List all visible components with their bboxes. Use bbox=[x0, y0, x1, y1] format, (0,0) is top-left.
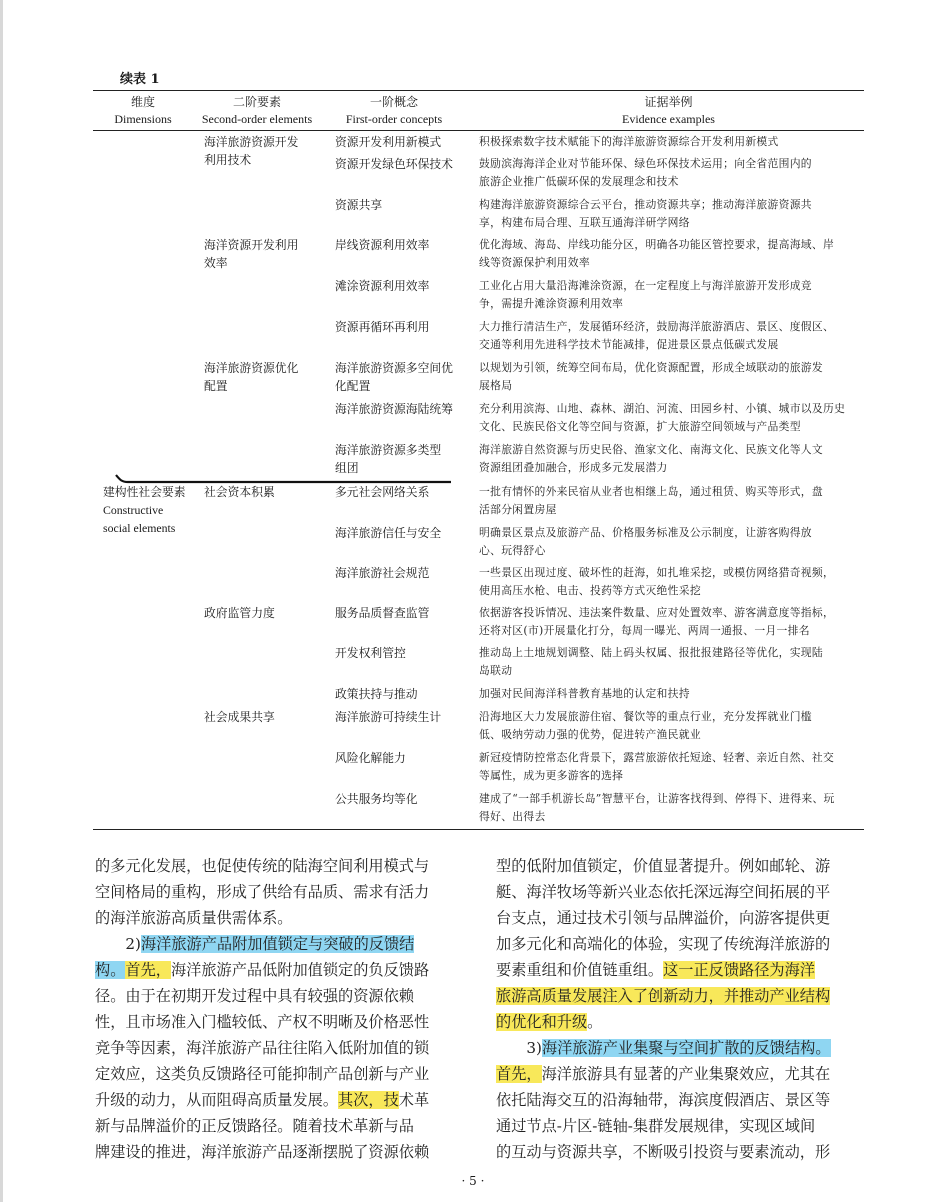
table-header-rule bbox=[93, 130, 864, 131]
header-dimensions: 维度 Dimensions bbox=[114, 95, 172, 126]
second-order-cell: 社会成果共享 bbox=[204, 710, 275, 724]
page-number: · 5 · bbox=[461, 1174, 485, 1188]
first-order-cell: 风险化解能力 bbox=[335, 751, 406, 765]
evidence-cell: 大力推行清洁生产，发展循环经济，鼓励海洋旅游酒店、景区、度假区、 交通等利用先进科学技术节能减排，促进景区景点低碳式发展 bbox=[479, 320, 835, 351]
first-order-cell: 政策扶持与推动 bbox=[335, 687, 418, 701]
body-text-line bbox=[95, 983, 469, 1009]
highlight-yellow: 旅游高质量发展注入了创新动力，并推动产业结构 bbox=[496, 987, 831, 1005]
first-order-cell: 海洋旅游资源多空间优 化配置 bbox=[335, 361, 453, 393]
evidence-cell: 新冠疫情防控常态化背景下，露营旅游依托短途、轻奢、亲近自然、社交 等属性，成为更多游客的选择 bbox=[479, 751, 835, 782]
body-text-line bbox=[496, 931, 870, 957]
text-run: 要素重组和价值链重组。 bbox=[496, 961, 664, 979]
body-text-line bbox=[95, 1035, 469, 1061]
first-order-cell: 公共服务均等化 bbox=[335, 792, 418, 806]
body-text-line bbox=[496, 983, 870, 1009]
header-first-order: 一阶概念 First-order concepts bbox=[345, 95, 443, 126]
body-text-line bbox=[496, 1087, 870, 1113]
body-column-right bbox=[496, 853, 870, 1165]
text-run: 竞争等因素，海洋旅游产品往往陷入低附加值的锁 bbox=[95, 1039, 430, 1057]
text-run: 海洋旅游具有显著的产业集聚效应，尤其在 bbox=[541, 1065, 831, 1083]
body-text-line bbox=[496, 853, 870, 879]
header-second-order: 二阶要素 Second-order elements bbox=[201, 95, 313, 126]
first-order-cell: 资源开发绿色环保技术 bbox=[335, 157, 453, 171]
table-bottom-rule bbox=[93, 829, 864, 830]
highlight-blue: 海洋旅游产品附加值锁定与突破的反馈结 bbox=[140, 935, 415, 953]
body-text-line bbox=[95, 1087, 469, 1113]
first-order-cell: 海洋旅游社会规范 bbox=[335, 566, 430, 580]
first-order-cell: 滩涂资源利用效率 bbox=[335, 279, 430, 293]
text-run: 的海洋旅游高质量供需体系。 bbox=[95, 909, 293, 927]
second-order-cell: 政府监管力度 bbox=[204, 606, 275, 620]
evidence-cell: 推动岛上土地规划调整、陆上码头权属、报批报建路径等优化，实现陆 岛联动 bbox=[479, 646, 823, 677]
first-order-cell: 服务品质督查监管 bbox=[335, 606, 430, 620]
first-order-cell: 资源开发利用新模式 bbox=[335, 135, 442, 149]
evidence-cell: 充分利用滨海、山地、森林、湖泊、河流、田园乡村、小镇、城市以及历史 文化、民族民俗文化等空间与资源，扩大旅游空间领域与产品类型 bbox=[479, 402, 846, 433]
highlight-yellow: 其次，技 bbox=[338, 1091, 399, 1109]
body-text-line bbox=[95, 1139, 469, 1165]
body-text-line bbox=[496, 905, 870, 931]
body-text-line bbox=[95, 1061, 469, 1087]
evidence-cell: 明确景区景点及旅游产品、价格服务标准及公示制度，让游客购得放 心、玩得舒心 bbox=[479, 526, 812, 557]
text-run: 术革 bbox=[398, 1091, 430, 1109]
text-run: 空间格局的重构，形成了供给有品质、需求有活力 bbox=[95, 883, 430, 901]
text-run: 台支点，通过技术引领与品牌溢价，向游客提供更 bbox=[496, 909, 831, 927]
text-run: 3) bbox=[496, 1039, 542, 1057]
body-column-left bbox=[95, 853, 469, 1165]
first-order-cell: 海洋旅游信任与安全 bbox=[335, 526, 442, 540]
highlight-yellow: 首先， bbox=[496, 1065, 542, 1083]
text-run: 海洋旅游产品低附加值锁定的负反馈路 bbox=[170, 961, 430, 979]
body-text-line bbox=[496, 879, 870, 905]
page-edge-shadow bbox=[0, 0, 3, 1202]
evidence-cell: 一批有情怀的外来民宿从业者也相继上岛，通过租赁、购买等形式，盘 活部分闲置房屋 bbox=[479, 485, 823, 516]
second-order-cell: 社会资本积累 bbox=[204, 485, 275, 499]
text-run: 2) bbox=[95, 935, 141, 953]
first-order-cell: 资源共享 bbox=[335, 198, 383, 212]
evidence-cell: 依据游客投诉情况、违法案件数量、应对处置效率、游客满意度等指标， 还将对区(市)开展量化打分，每周一曝光、两周一通报、一月一排名 bbox=[479, 606, 835, 637]
evidence-cell: 鼓励滨海海洋企业对节能环保、绿色环保技术运用；向全省范围内的 旅游企业推广低碳环保的发展理念和技术 bbox=[479, 157, 812, 188]
body-text-line bbox=[496, 1139, 870, 1165]
body-text-line bbox=[95, 957, 469, 983]
first-order-cell: 资源再循环再利用 bbox=[335, 320, 430, 334]
text-run: 通过节点-片区-链轴-集群发展规律，实现区域间 bbox=[496, 1117, 816, 1135]
text-run: 型的低附加值锁定，价值显著提升。例如邮轮、游 bbox=[496, 857, 831, 875]
body-text-line bbox=[95, 853, 469, 879]
second-order-cell: 海洋旅游资源优化 配置 bbox=[204, 361, 299, 393]
text-run: 新与品牌溢价的正反馈路径。随着技术革新与品 bbox=[95, 1117, 414, 1135]
evidence-cell: 一些景区出现过度、破坏性的赶海，如扎堆采挖，或模仿网络猎奇视频， 使用高压水枪、电击、投药等方式灭绝性采挖 bbox=[479, 566, 835, 597]
first-order-cell: 岸线资源利用效率 bbox=[335, 238, 430, 252]
body-text-line bbox=[95, 905, 469, 931]
first-order-cell: 海洋旅游资源海陆统筹 bbox=[335, 402, 453, 416]
body-text-line bbox=[95, 1113, 469, 1139]
text-run: 径。由于在初期开发过程中具有较强的资源依赖 bbox=[95, 987, 414, 1005]
text-run: 牌建设的推进，海洋旅游产品逐渐摆脱了资源依赖 bbox=[95, 1143, 430, 1161]
evidence-cell: 加强对民间海洋科普教育基地的认定和扶持 bbox=[479, 687, 690, 700]
evidence-cell: 积极探索数字技术赋能下的海洋旅游资源综合开发利用新模式 bbox=[479, 135, 779, 148]
evidence-cell: 沿海地区大力发展旅游住宿、餐饮等的重点行业，充分发挥就业门槛 低、吸纳劳动力强的优势，促进转产渔民就业 bbox=[479, 710, 812, 741]
first-order-cell: 海洋旅游资源多类型 组团 bbox=[335, 443, 442, 475]
body-text-line bbox=[95, 931, 469, 957]
text-run: 的多元化发展，也促使传统的陆海空间利用模式与 bbox=[95, 857, 430, 875]
highlight-yellow: 这一正反馈路径为海洋 bbox=[663, 961, 815, 979]
second-order-cell: 海洋资源开发利用 效率 bbox=[204, 238, 299, 270]
text-run: 升级的动力，从而阻碍高质量发展。 bbox=[95, 1091, 338, 1109]
text-run: 定效应，这类负反馈路径可能抑制产品创新与产业 bbox=[95, 1065, 430, 1083]
body-text-line bbox=[95, 879, 469, 905]
body-text-line bbox=[496, 1061, 870, 1087]
table-caption: 续表 1 bbox=[120, 72, 160, 87]
evidence-cell: 海洋旅游自然资源与历史民俗、渔家文化、南海文化、民族文化等人文 资源组团叠加融合，形成多元发展潜力 bbox=[479, 443, 823, 474]
highlight-blue: 构。 bbox=[95, 961, 126, 979]
evidence-cell: 优化海域、海岛、岸线功能分区，明确各功能区管控要求，提高海域、岸 线等资源保护利用效率 bbox=[479, 238, 835, 269]
body-text-line bbox=[496, 957, 870, 983]
first-order-cell: 开发权利管控 bbox=[335, 646, 406, 660]
body-text-line bbox=[496, 1035, 870, 1061]
highlight-yellow: 的优化和升级 bbox=[496, 1013, 588, 1031]
evidence-cell: 建成了“一部手机游长岛”智慧平台，让游客找得到、停得下、进得来、玩 得好、出得去 bbox=[479, 792, 835, 823]
body-text-line bbox=[95, 1009, 469, 1035]
highlight-yellow: 首先， bbox=[125, 961, 171, 979]
body-text-line bbox=[496, 1009, 870, 1035]
text-run: 的互动与资源共享，不断吸引投资与要素流动，形 bbox=[496, 1143, 831, 1161]
text-run: 艇、海洋牧场等新兴业态依托深远海空间拓展的平 bbox=[496, 883, 831, 901]
text-run: 性，且市场准入门槛较低、产权不明晰及价格恶性 bbox=[95, 1013, 430, 1031]
second-order-cell: 海洋旅游资源开发 利用技术 bbox=[204, 135, 299, 167]
text-run: 加多元化和高端化的体验，实现了传统海洋旅游的 bbox=[496, 935, 831, 953]
text-run: 。 bbox=[587, 1013, 603, 1031]
first-order-cell: 海洋旅游可持续生计 bbox=[335, 710, 442, 724]
header-evidence: 证据举例 Evidence examples bbox=[622, 95, 715, 126]
evidence-cell: 以规划为引领，统筹空间布局，优化资源配置，形成全域联动的旅游发 展格局 bbox=[479, 361, 823, 392]
table-top-rule bbox=[93, 90, 864, 91]
evidence-cell: 构建海洋旅游资源综合云平台，推动资源共享；推动海洋旅游资源共 享，构建布局合理、互联互通海洋研学网络 bbox=[479, 198, 812, 229]
first-order-cell: 多元社会网络关系 bbox=[335, 485, 430, 499]
text-run: 依托陆海交互的沿海轴带，海滨度假酒店、景区等 bbox=[496, 1091, 831, 1109]
evidence-cell: 工业化占用大量沿海滩涂资源，在一定程度上与海洋旅游开发形成竞 争，需提升滩涂资源利用效率 bbox=[479, 279, 812, 310]
dimension-cell: 建构性社会要素 Constructive social elements bbox=[103, 485, 186, 535]
highlight-blue: 海洋旅游产业集聚与空间扩散的反馈结构。 bbox=[541, 1039, 831, 1057]
body-text-line bbox=[496, 1113, 870, 1139]
